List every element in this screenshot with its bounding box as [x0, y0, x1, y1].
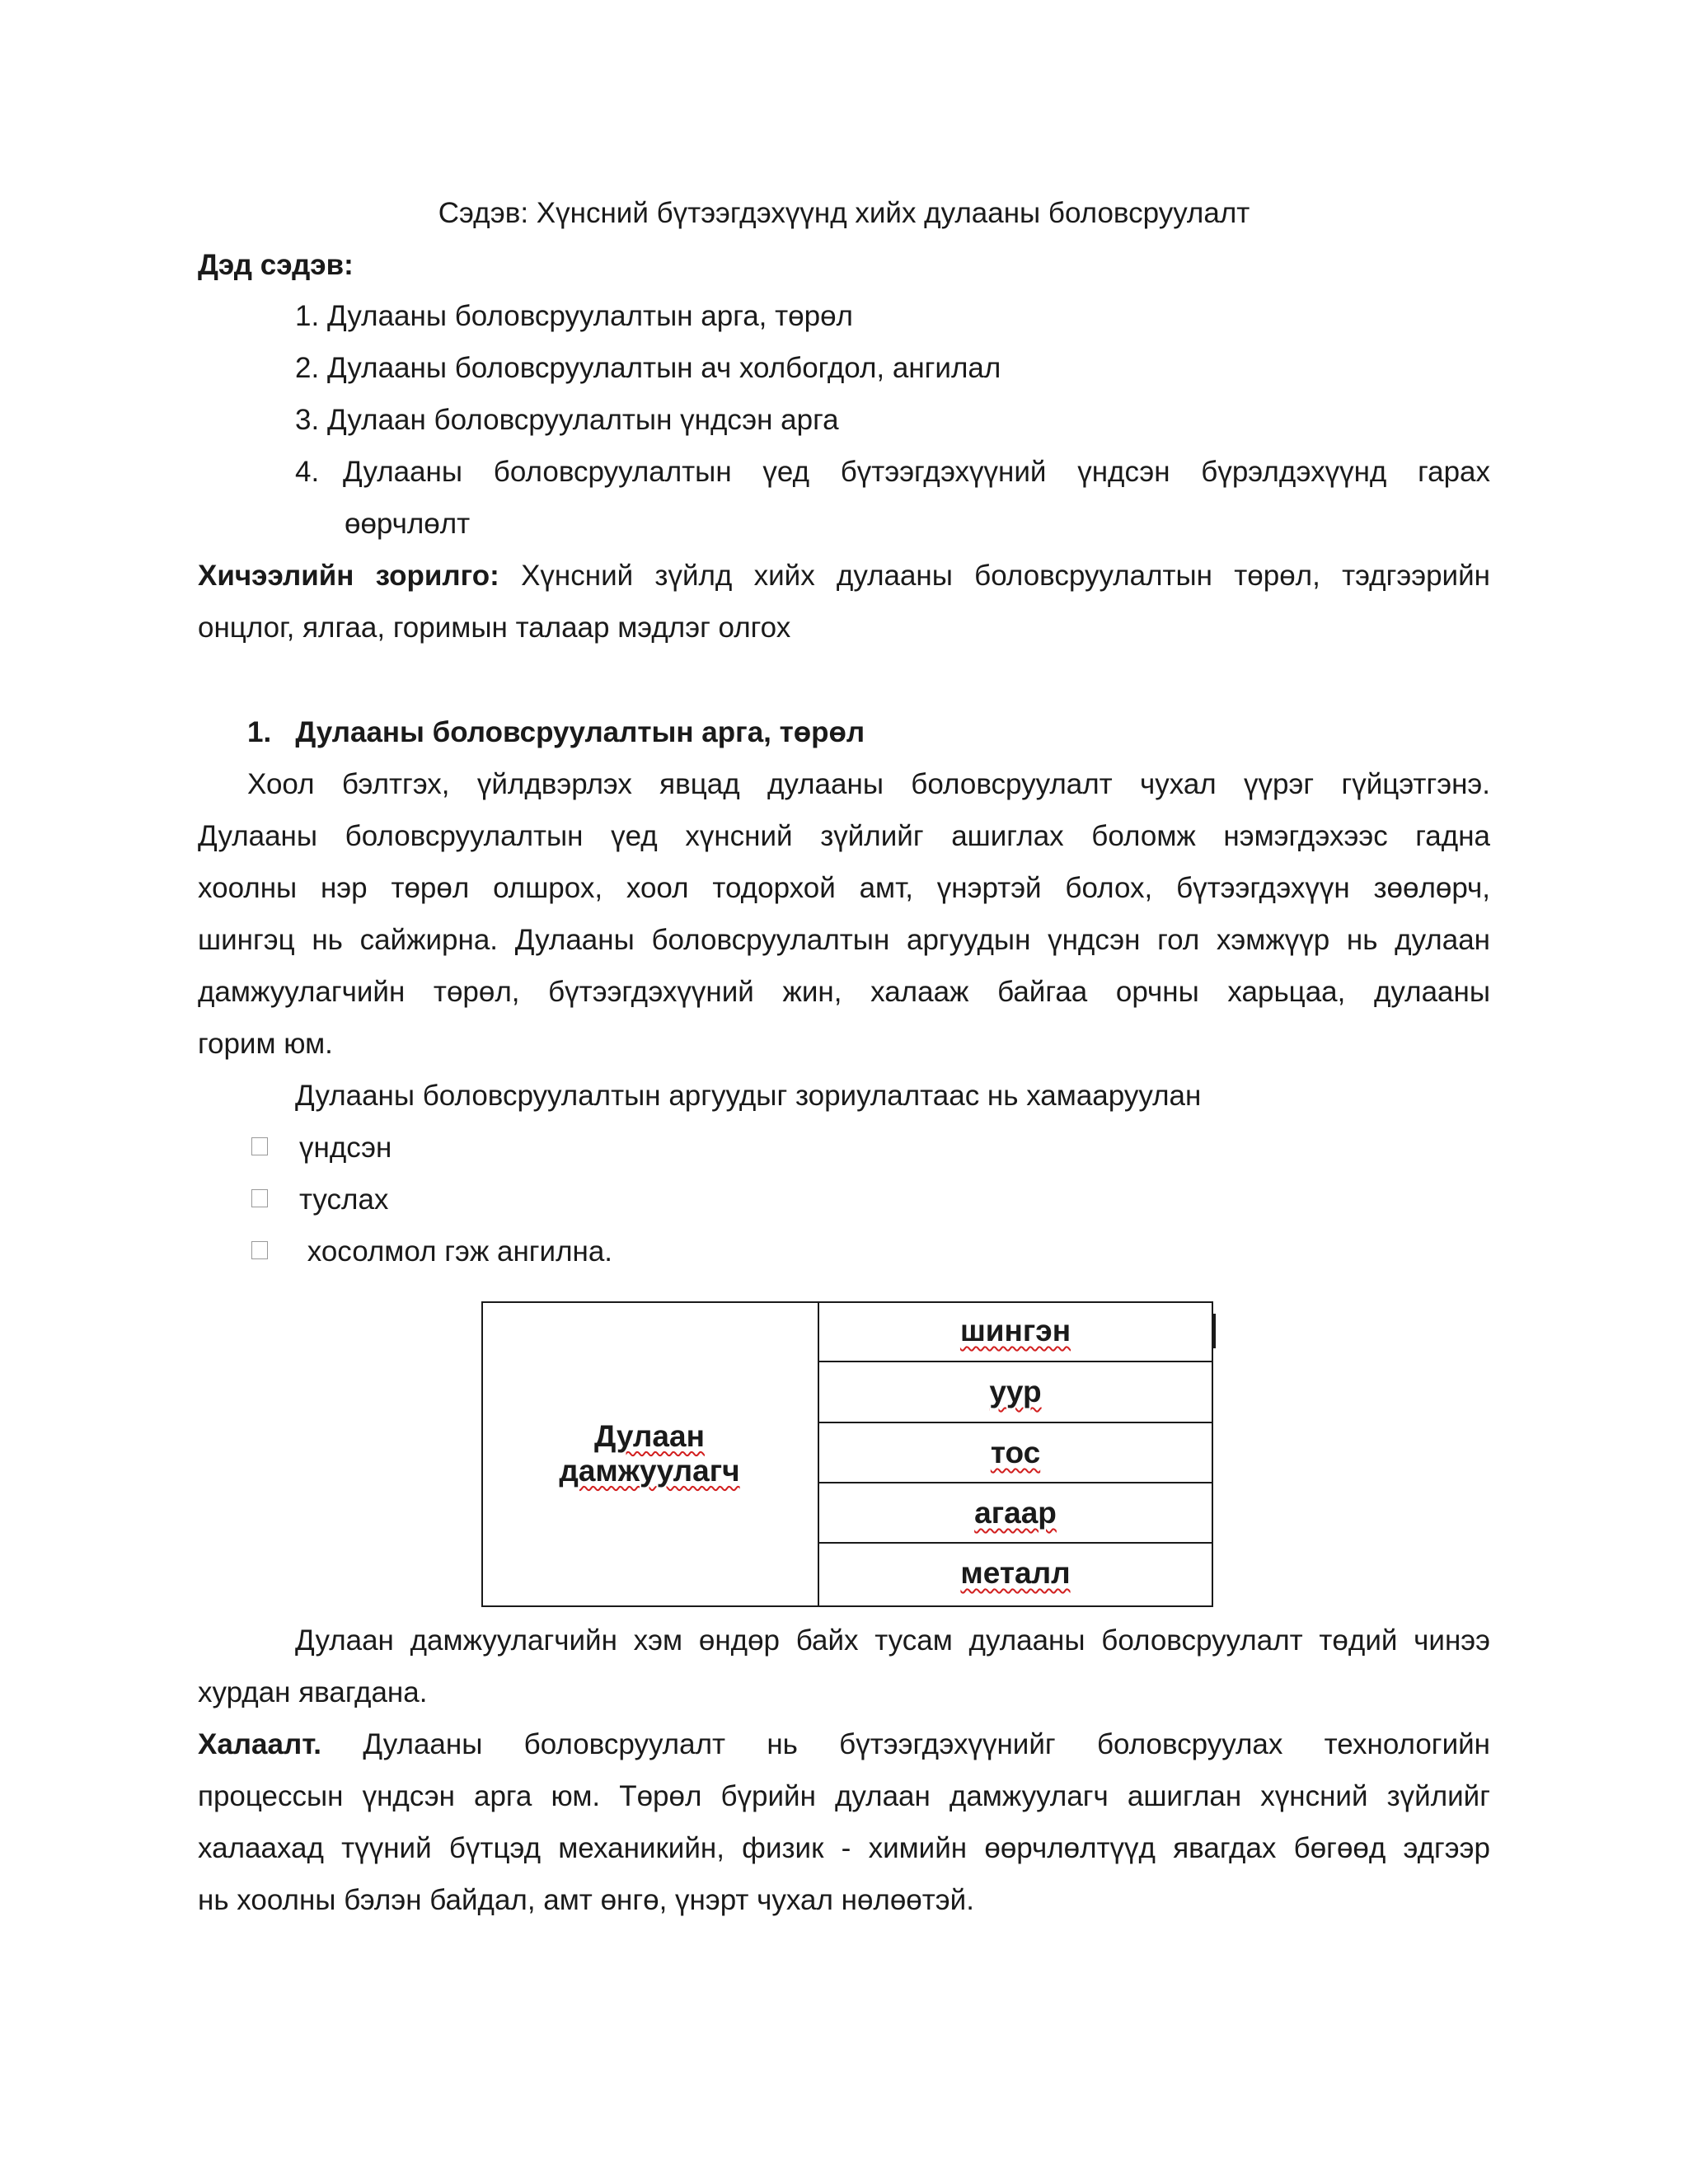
lesson-goal-label: Хичээлийн зорилго: — [198, 560, 499, 592]
subtopic-text: Дулааны боловсруулалтын ач холбогдол, ангилал — [326, 352, 1001, 384]
paragraph-line: Хоол бэлтгэх, үйлдвэрлэх явцад дулааны боловсруулалт чухал үүрэг гүйцэтгэнэ. — [247, 768, 1490, 800]
subtopic-text: Дулааны боловсруулалтын арга, төрөл — [326, 300, 853, 332]
subtopic-text: Дулааны боловсруулалтын үед бүтээгдэхүүний үндсэн бүрэлдэхүүнд гарах — [343, 456, 1490, 488]
lesson-goal-line-2: онцлог, ялгаа, горимын талаар мэдлэг олгох — [198, 612, 791, 644]
checkbox-bullet-icon — [251, 1189, 268, 1207]
subtopic-item-1 — [295, 298, 853, 335]
subtopic-item-4-cont: өөрчлөлт — [345, 508, 471, 540]
paragraph-line: шингэц нь сайжирна. Дулааны боловсруулалтын аргуудын үндсэн гол хэмжүүр нь дулаан — [198, 924, 1490, 956]
subtopic-number: 4. — [295, 456, 320, 488]
subtopic-text: Дулаан боловсруулалтын үндсэн арга — [326, 404, 839, 436]
table-cell: шингэн — [959, 1314, 1071, 1347]
paragraph-line: нь хоолны бэлэн байдал, амт өнгө, үнэрт чухал нөлөөтэй. — [198, 1884, 974, 1916]
subtopic-number: 2. — [295, 352, 320, 384]
topic-title: Сэдэв: Хүнсний бүтээгдэхүүнд хийх дулааны боловсруулалт — [438, 197, 1250, 229]
checkbox-bullet-icon — [251, 1241, 268, 1259]
classify-intro: Дулааны боловсруулалтын аргуудыг зориулалтаас нь хамааруулан — [295, 1080, 1202, 1112]
bullet-item: хосолмол гэж ангилна. — [251, 1234, 612, 1270]
heat-carrier-table — [481, 1301, 1212, 1605]
paragraph-line: Дулааны боловсруулалтын үед хүнсний зүйлийг ашиглах боломж нэмэгдэхээс гадна — [198, 820, 1490, 852]
subtopic-item-2 — [295, 350, 1001, 387]
checkbox-bullet-icon — [251, 1137, 268, 1155]
bullet-item: туслах — [251, 1182, 388, 1218]
heating-label: Халаалт. — [198, 1728, 321, 1760]
subtopic-item-3 — [295, 402, 839, 438]
paragraph-line: халаахад түүний бүтцэд механикийн, физик - химийн өөрчлөлтүүд явагдах бөгөөд эдгээр — [198, 1832, 1490, 1864]
table-left-cell: Дулаан дамжуулагч — [559, 1418, 740, 1488]
lesson-goal-line-1: Хичээлийн зорилго: Хүнсний зүйлд хийх дулааны боловсруулалтын төрөл, тэдгээрийн — [198, 560, 1490, 592]
paragraph-line: процессын үндсэн арга юм. Төрөл бүрийн дулаан дамжуулагч ашиглан хүнсний зүйлийг — [198, 1780, 1490, 1812]
subtopic-number: 1. — [295, 300, 320, 332]
bullet-item: үндсэн — [251, 1130, 392, 1166]
paragraph-line: дамжуулагчийн төрөл, бүтээгдэхүүний жин, халааж байгаа орчны харьцаа, дулааны — [198, 976, 1490, 1008]
paragraph-line: горим юм. — [198, 1028, 333, 1060]
paragraph-line: хурдан явагдана. — [198, 1676, 428, 1708]
text-cursor — [1213, 1314, 1216, 1348]
table-cell: металл — [960, 1556, 1071, 1590]
table-cell: агаар — [974, 1496, 1057, 1530]
subtopics-label: Дэд сэдэв: — [198, 249, 354, 281]
heating-line-1: Халаалт. Дулааны боловсруулалт нь бүтээгдэхүүнийг боловсруулах технологийн — [198, 1728, 1490, 1760]
subtopic-item-4 — [295, 454, 1490, 490]
table-cell: уур — [989, 1375, 1042, 1408]
table-cell: тос — [990, 1436, 1041, 1469]
paragraph-line: Дулаан дамжуулагчийн хэм өндөр байх тусам дулааны боловсруулалт төдий чинээ — [295, 1624, 1490, 1657]
subtopic-number: 3. — [295, 404, 320, 436]
paragraph-line: хоолны нэр төрөл олшрох, хоол тодорхой амт, үнэртэй болох, бүтээгдэхүүн зөөлөрч, — [198, 872, 1490, 904]
section-heading: 1. Дулааны боловсруулалтын арга, төрөл — [247, 716, 865, 748]
